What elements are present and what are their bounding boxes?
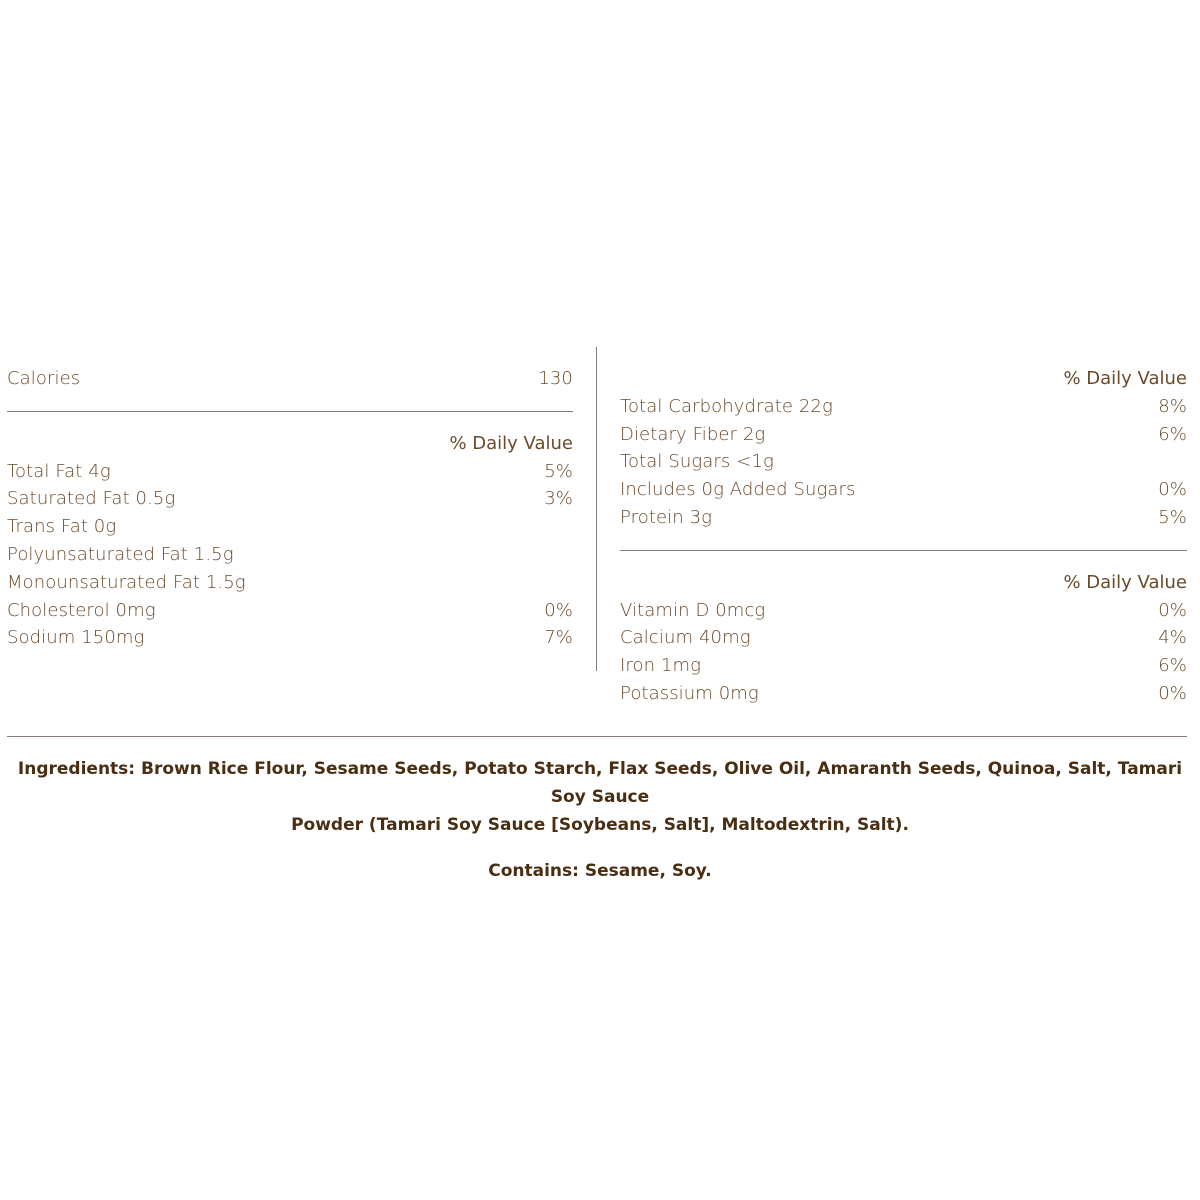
- ingredients-line-2: Powder (Tamari Soy Sauce [Soybeans, Salt], Maltodextrin, Salt).: [291, 815, 909, 835]
- nutrient-name: Total Fat 4g: [7, 460, 111, 482]
- nutrient-row: [7, 458, 573, 486]
- nutrient-row: [7, 624, 573, 652]
- nutrient-name: Iron 1mg: [620, 655, 702, 677]
- nutrient-value: 7%: [544, 627, 573, 649]
- ingredients-divider: [7, 736, 1187, 737]
- daily-value-header-left: % Daily Value: [449, 432, 573, 454]
- nutrient-value: 0%: [1158, 599, 1187, 621]
- nutrient-row: [620, 393, 1187, 421]
- nutrient-name: Monounsaturated Fat 1.5g: [7, 571, 246, 593]
- nutrient-row: [620, 597, 1187, 625]
- nutrient-name: Trans Fat 0g: [7, 516, 117, 538]
- column-divider: [596, 347, 597, 671]
- nutrient-row: [620, 448, 1187, 476]
- nutrient-name: Potassium 0mg: [620, 682, 759, 704]
- right-column: [620, 345, 1187, 708]
- nutrient-row: [7, 485, 573, 513]
- nutrient-row: [620, 680, 1187, 708]
- nutrient-row: [7, 541, 573, 569]
- left-column: [7, 345, 573, 652]
- nutrient-name: Calcium 40mg: [620, 627, 751, 649]
- nutrient-name: Cholesterol 0mg: [7, 599, 156, 621]
- ingredients-line-1: Ingredients: Brown Rice Flour, Sesame Seeds, Potato Starch, Flax Seeds, Olive Oil, Amaranth Seeds, Quinoa, Salt, Tamari Soy Sauce: [17, 759, 1183, 807]
- ingredients-section: [0, 755, 1200, 885]
- nutrient-row: [7, 513, 573, 541]
- nutrient-name: Saturated Fat 0.5g: [7, 488, 176, 510]
- nutrient-row: [7, 597, 573, 625]
- nutrient-row: [620, 421, 1187, 449]
- nutrient-name: Protein 3g: [620, 506, 713, 528]
- nutrient-value: 0%: [1158, 479, 1187, 501]
- nutrient-name: Dietary Fiber 2g: [620, 423, 766, 445]
- daily-value-header-right-top: % Daily Value: [1063, 368, 1187, 389]
- nutrient-name: Total Sugars <1g: [620, 451, 774, 473]
- nutrient-value: 5%: [544, 460, 573, 482]
- nutrient-value: 0%: [544, 599, 573, 621]
- daily-value-header-right-bottom: % Daily Value: [1063, 571, 1187, 593]
- calories-row: [7, 365, 573, 393]
- nutrient-name: Vitamin D 0mcg: [620, 599, 766, 621]
- nutrient-value: 6%: [1158, 423, 1187, 445]
- nutrient-row: [620, 624, 1187, 652]
- nutrient-name: Polyunsaturated Fat 1.5g: [7, 543, 234, 565]
- nutrient-value: 3%: [544, 488, 573, 510]
- nutrient-row: [620, 504, 1187, 532]
- calories-value: 130: [538, 368, 573, 389]
- nutrient-name: Includes 0g Added Sugars: [620, 479, 856, 501]
- nutrient-name: Total Carbohydrate 22g: [620, 395, 833, 417]
- nutrient-value: 6%: [1158, 655, 1187, 677]
- nutrient-row: [620, 476, 1187, 504]
- nutrient-value: 4%: [1158, 627, 1187, 649]
- nutrient-value: 0%: [1158, 682, 1187, 704]
- vitamins-divider: [620, 550, 1187, 551]
- nutrient-value: 5%: [1158, 506, 1187, 528]
- nutrient-value: 8%: [1158, 395, 1187, 417]
- nutrition-label: [0, 345, 1200, 881]
- allergen-contains: Contains: Sesame, Soy.: [488, 861, 712, 881]
- calories-label: Calories: [7, 368, 81, 389]
- nutrient-row: [7, 569, 573, 597]
- nutrient-name: Sodium 150mg: [7, 627, 145, 649]
- nutrient-row: [620, 652, 1187, 680]
- calories-divider: [7, 411, 573, 412]
